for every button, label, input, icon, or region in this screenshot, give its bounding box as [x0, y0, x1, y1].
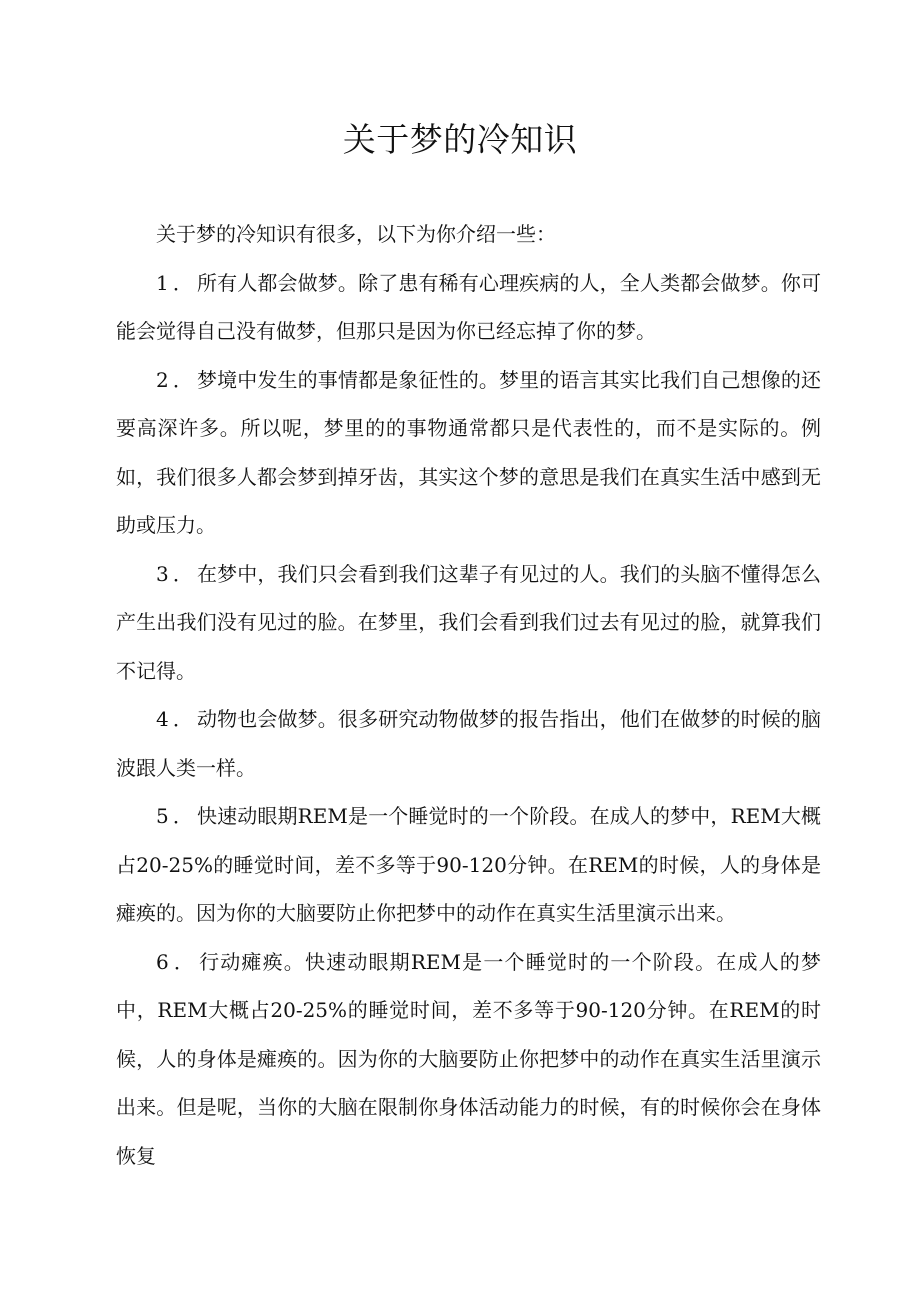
- item-number: 6．: [156, 949, 200, 974]
- item-text: 梦境中发生的事情都是象征性的。梦里的语言其实比我们自己想像的还要高深许多。所以呢，梦里的的事物通常都只是代表性的，而不是实际的。例如，我们很多人都会梦到掉牙齿，其实这个梦的意思是我们在真实生活中感到无助或压力。: [116, 367, 821, 537]
- item-text: 所有人都会做梦。除了患有稀有心理疾病的人，全人类都会做梦。你可能会觉得自己没有做梦，但那只是因为你已经忘掉了你的梦。: [116, 270, 821, 343]
- list-item-3: [116, 550, 821, 696]
- item-text: 在梦中，我们只会看到我们这辈子有见过的人。我们的头脑不懂得怎么产生出我们没有见过的脸。在梦里，我们会看到我们过去有见过的脸，就算我们不记得。: [116, 561, 821, 683]
- item-number: 5．: [156, 804, 197, 828]
- list-item-6: [116, 938, 821, 1181]
- item-text: 快速动眼期REM是一个睡觉时的一个阶段。在成人的梦中，REM大概占20-25%的睡觉时间，差不多等于90-120分钟。在REM的时候，人的身体是瘫痪的。因为你的大脑要防止你把梦中的动作在真实生活里演示出来。: [116, 804, 821, 925]
- list-item-1: [116, 259, 821, 356]
- list-item-4: [116, 695, 821, 792]
- list-item-2: [116, 356, 821, 550]
- document-body: [116, 210, 821, 1180]
- item-number: 1．: [156, 270, 197, 295]
- document-title: 关于梦的冷知识: [342, 120, 578, 159]
- item-text: 行动瘫痪。快速动眼期REM是一个睡觉时的一个阶段。在成人的梦中，REM大概占20-25%的睡觉时间，差不多等于90-120分钟。在REM的时候，人的身体是瘫痪的。因为你的大脑要防止你把梦中的动作在真实生活里演示出来。但是呢，当你的大脑在限制你身体活动能力的时候，有的时候你会在身体恢复: [116, 949, 821, 1168]
- list-item-5: [116, 792, 821, 938]
- intro-paragraph: 关于梦的冷知识有很多，以下为你介绍一些：: [156, 222, 556, 246]
- item-number: 3．: [156, 561, 197, 586]
- item-number: 2．: [156, 367, 197, 392]
- item-number: 4．: [156, 707, 197, 731]
- item-text: 动物也会做梦。很多研究动物做梦的报告指出，他们在做梦的时候的脑波跟人类一样。: [116, 707, 821, 780]
